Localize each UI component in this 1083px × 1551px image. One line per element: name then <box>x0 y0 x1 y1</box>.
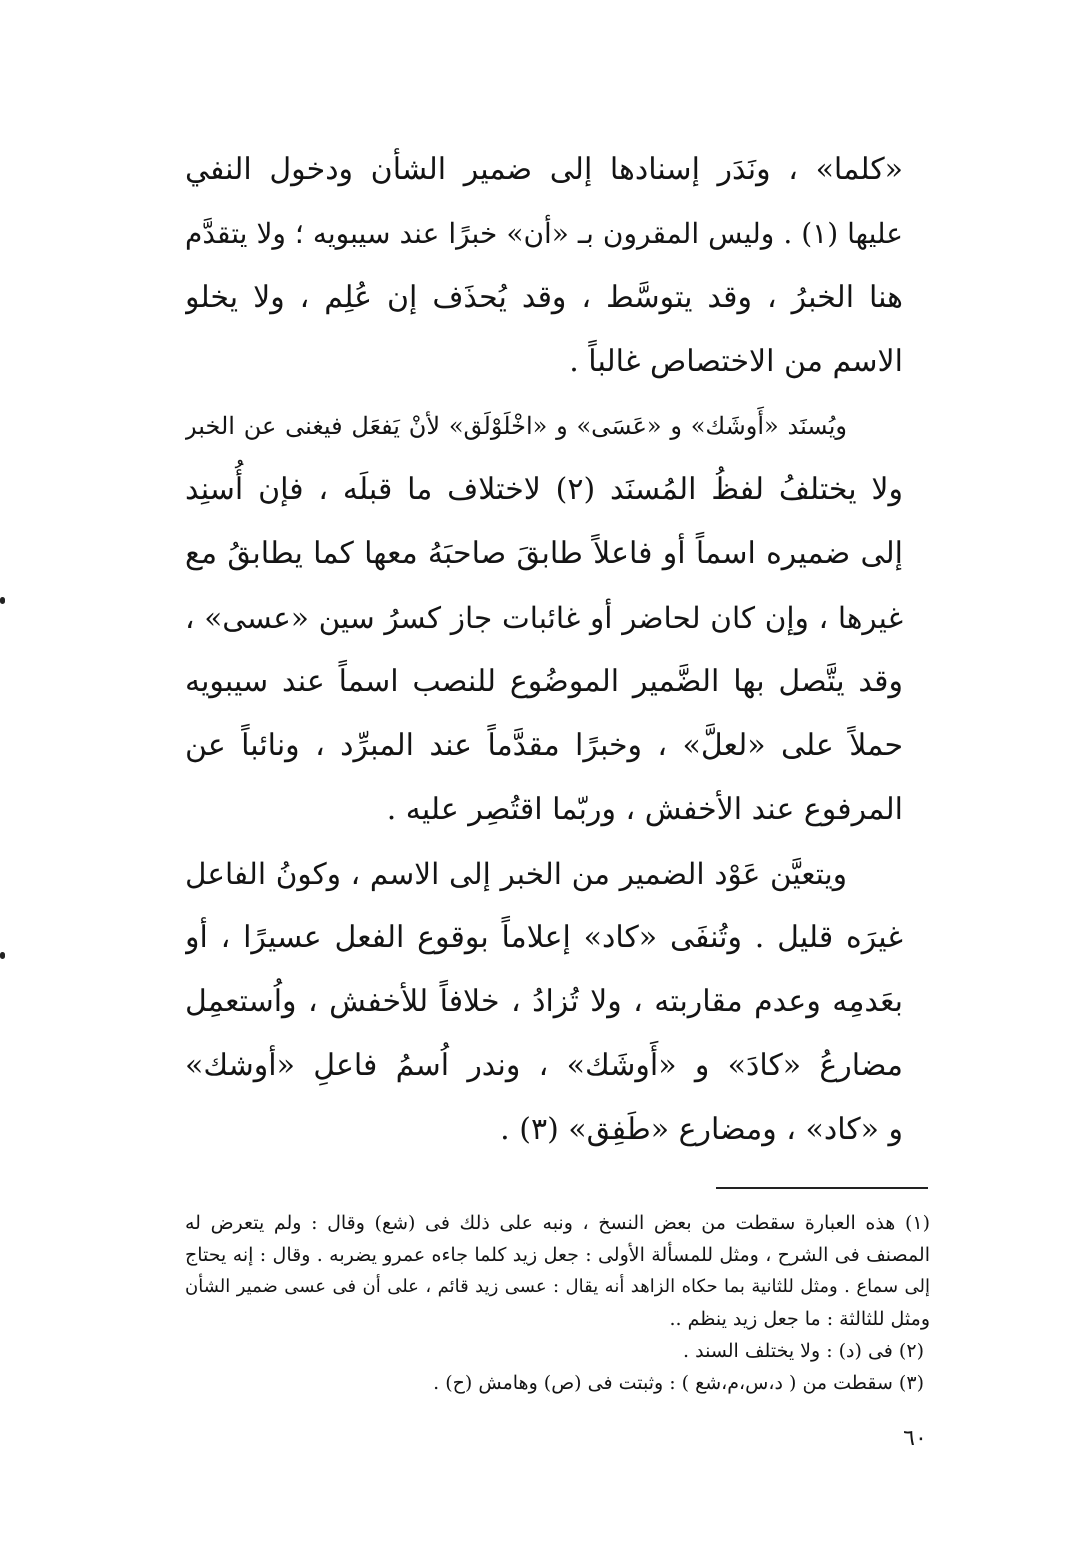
footnote-separator <box>716 1187 928 1189</box>
text-line: الاسم من الاختصاص غالباً . <box>569 344 903 379</box>
footnote-line: (١) هذه العبارة سقطت من بعض النسخ ، ونبه على ذلك فى (شع) وقال : ولم يتعرض له <box>185 1212 930 1234</box>
page-number: ٦٠ <box>903 1426 927 1451</box>
text-line: ويتعيَّن عَوْد الضمير من الخبر إلى الاسم ، وكونُ الفاعل <box>185 857 847 891</box>
footnote-line: المصنف فى الشرح ، ومثل للمسألة الأولى : جعل زيد كلما جاءه عمرو يضربه . وقال : إنه يحتاج <box>185 1244 930 1266</box>
text-line: هنا الخبرُ ، وقد يتوسَّط ، وقد يُحذَف إن عُلِم ، ولا يخلو <box>185 280 903 315</box>
text-line: عليها (١) . وليس المقرون بـ «أن» خبرًا عند سيبويه ؛ ولا يتقدَّم <box>185 217 903 250</box>
text-line: مضارعُ «كادَ» و «أَوشَك» ، وندر اُسمُ فاعلِ «أوشك» <box>185 1048 903 1083</box>
text-line: غيرَه قليل . وتُنفَى «كاد» إعلاماً بوقوع الفعل عسيرًا ، أو <box>185 920 903 955</box>
text-line: غيرها ، وإن كان لحاضر أو غائبات جاز كسرُ سين «عسى» ، <box>185 601 903 635</box>
text-line: حملاً على «لعلَّ» ، وخبرًا مقدَّماً عند المبرِّد ، ونائباً عن <box>185 728 903 763</box>
footnote-line: (٢) فى (د) : ولا يختلف السند . <box>683 1340 924 1362</box>
scan-edge-mark <box>0 952 5 959</box>
text-line: و «كاد» ، ومضارع «طَفِق» (٣) . <box>500 1112 903 1147</box>
text-line: وقد يتَّصل بها الضَّمير الموضُوع للنصب اسماً عند سيبويه <box>185 664 903 699</box>
footnote-line: (٣) سقطت من ( د،س،م،شع ) : وثبتت فى (ص) وهامش (ح) . <box>433 1372 924 1394</box>
footnotes <box>185 1207 930 1399</box>
text-line: ولا يختلفُ لفظُ المُسنَد (٢) لاختلاف ما قبلَه ، فإن أُسنِد <box>185 472 903 507</box>
footnote-line: ومثل للثالثة : ما جعل زيد ينظم .. <box>669 1308 930 1330</box>
text-line: إلى ضميره اسماً أو فاعلاً طابقَ صاحبَهُ معها كما يطابقُ مع <box>185 536 903 571</box>
scan-edge-mark <box>0 597 5 604</box>
main-text <box>185 138 903 1162</box>
text-line: «كلما» ، ونَدَر إسنادها إلى ضمير الشأن ودخول النفي <box>185 152 903 187</box>
text-line: المرفوع عند الأخفش ، وربّما اقتُصِر عليه . <box>386 792 903 827</box>
text-line: بعَدمِه وعدم مقاربته ، ولا تُزادُ ، خلافاً للأخفش ، واُستعمِل <box>185 984 903 1019</box>
text-line: ويُسنَد «أَوشَك» و «عَسَى» و «اخْلَوْلَق» لأنْ يَفعَل فيغنى عن الخبر <box>185 412 847 440</box>
footnote-line: إلى سماع . ومثل للثانية بما حكاه الزاهد أنه يقال : عسى زيد قائم ، على أن فى عسى ضمير الشأن <box>185 1276 930 1297</box>
